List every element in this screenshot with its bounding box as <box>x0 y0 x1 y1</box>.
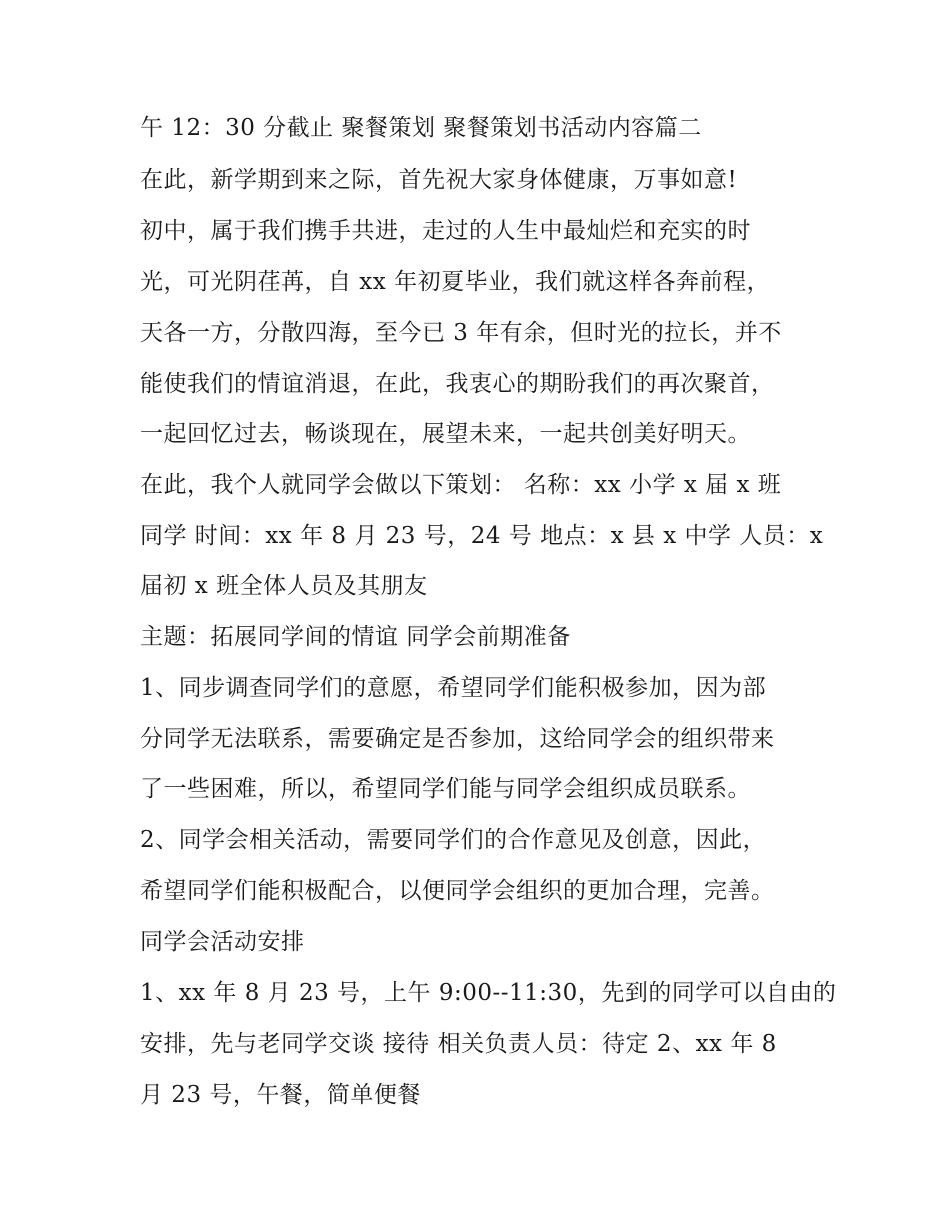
text-line: 光，可光阴荏苒，自 xx 年初夏毕业，我们就这样各奔前程， <box>140 269 771 295</box>
text-line: 午 12：30 分截止 聚餐策划 聚餐策划书活动内容篇二 <box>140 115 702 141</box>
text-line: 在此，我个人就同学会做以下策划： 名称：xx 小学 x 届 x 班 <box>140 472 782 498</box>
text-line: 同学 时间：xx 年 8 月 23 号，24 号 地点：x 县 x 中学 人员：x <box>140 523 824 549</box>
text-line: 1、同步调查同学们的意愿，希望同学们能积极参加，因为部 <box>140 675 767 701</box>
text-line: 届初 x 班全体人员及其朋友 <box>140 573 428 599</box>
text-line: 一起回忆过去，畅谈现在，展望未来，一起共创美好明天。 <box>140 421 751 447</box>
text-line: 月 23 号，午餐，简单便餐 <box>140 1082 421 1108</box>
text-line: 在此，新学期到来之际，首先祝大家身体健康，万事如意! <box>140 167 738 193</box>
text-line: 2、同学会相关活动，需要同学们的合作意见及创意，因此， <box>140 827 767 853</box>
text-line: 希望同学们能积极配合，以便同学会组织的更加合理，完善。 <box>140 878 775 904</box>
text-line: 了一些困难，所以，希望同学们能与同学会组织成员联系。 <box>140 776 751 802</box>
text-line: 初中，属于我们携手共进，走过的人生中最灿烂和充实的时 <box>140 218 751 244</box>
text-line: 能使我们的情谊消退，在此，我衷心的期盼我们的再次聚首， <box>140 371 775 397</box>
text-line: 安排，先与老同学交谈 接待 相关负责人员：待定 2、xx 年 8 <box>140 1031 777 1057</box>
section-heading: 主题：拓展同学间的情谊 同学会前期准备 <box>140 624 571 650</box>
text-line: 分同学无法联系，需要确定是否参加，这给同学会的组织带来 <box>140 726 775 752</box>
section-heading: 同学会活动安排 <box>140 929 305 955</box>
text-line: 1、xx 年 8 月 23 号，上午 9:00--11:30，先到的同学可以自由的 <box>140 980 837 1006</box>
text-line: 天各一方，分散四海，至今已 3 年有余，但时光的拉长，并不 <box>140 320 782 346</box>
